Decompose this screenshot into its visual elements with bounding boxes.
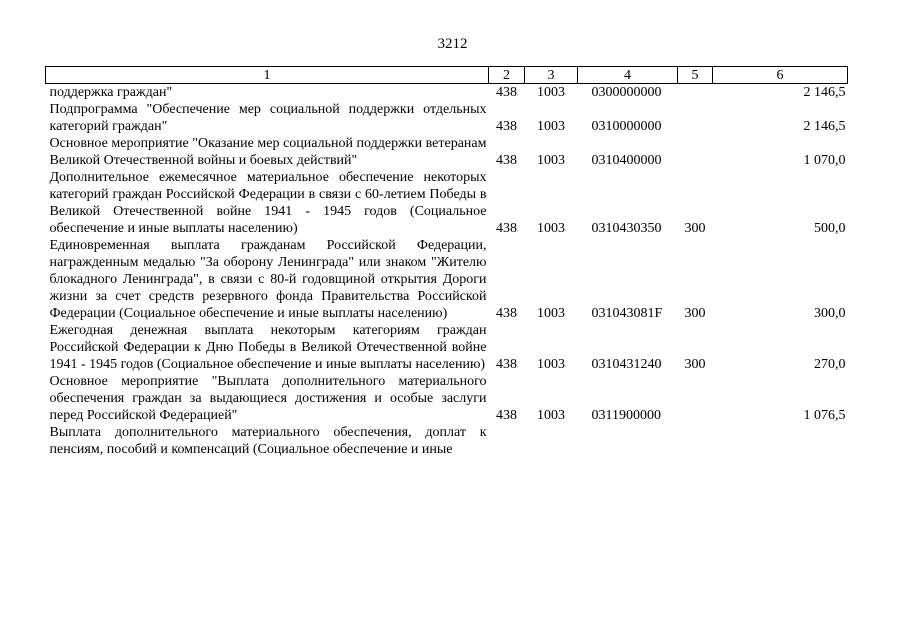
row-description: Выплата дополнительного материального обеспечения, доплат к пенсиям, пособий и компенсаций (Социальное обеспечение и иные — [49, 425, 487, 457]
row-amount — [713, 424, 848, 458]
row-code-3: 1003 — [537, 306, 565, 321]
table-row — [46, 101, 848, 135]
row-code-3: 1003 — [537, 119, 565, 134]
row-code-4 — [578, 424, 678, 458]
row-code-4: 0311900000 — [591, 408, 661, 423]
row-code-5 — [678, 84, 713, 102]
row-description: поддержка граждан" — [49, 85, 173, 100]
row-code-5 — [678, 424, 713, 458]
row-code-3: 1003 — [537, 221, 565, 236]
row-code-2: 438 — [496, 357, 517, 372]
column-header-1: 1 — [46, 67, 489, 84]
row-code-4: 031043081F — [591, 306, 663, 321]
row-code-3: 1003 — [537, 357, 565, 372]
table-row — [46, 373, 848, 424]
row-description: Дополнительное ежемесячное материальное обеспечение некоторых категорий граждан Российской Федерации в связи с 60-летием Победы в Великой Отечественной войне 1941 - 1945 годов (Социальное обеспечение и иные выплаты населению) — [49, 170, 487, 236]
row-amount: 2 146,5 — [803, 119, 846, 134]
column-header-5: 5 — [678, 67, 713, 84]
row-description: Подпрограмма "Обеспечение мер социальной поддержки отдельных категорий граждан" — [49, 102, 487, 134]
row-code-2: 438 — [496, 306, 517, 321]
table-body — [46, 84, 848, 459]
row-code-2: 438 — [496, 153, 517, 168]
row-code-2: 438 — [496, 119, 517, 134]
row-description: Ежегодная денежная выплата некоторым категориям граждан Российской Федерации к Дню Победы в Великой Отечественной войне 1941 - 1945 годов (Социальное обеспечение и иные выплаты населению) — [49, 323, 487, 372]
row-description: Основное мероприятие "Выплата дополнительного материального обеспечения граждан за выдающиеся достижения и особые заслуги перед Российской Федерацией" — [49, 374, 487, 423]
row-code-4: 0310400000 — [591, 153, 662, 168]
table-header — [46, 67, 848, 84]
row-code-5: 300 — [684, 357, 706, 372]
table-row — [46, 135, 848, 169]
budget-table — [45, 66, 848, 458]
row-code-2: 438 — [496, 221, 517, 236]
row-amount: 1 076,5 — [803, 408, 846, 423]
row-code-4: 0300000000 — [591, 85, 662, 100]
row-code-2: 438 — [496, 85, 517, 100]
row-code-4: 0310430350 — [591, 221, 662, 236]
table-row — [46, 424, 848, 458]
row-code-3 — [525, 424, 578, 458]
table-row — [46, 169, 848, 237]
column-header-6: 6 — [713, 67, 848, 84]
row-amount: 270,0 — [814, 357, 846, 372]
row-description: Единовременная выплата гражданам Российской Федерации, награжденным медалью "За оборону Ленинграда" или знаком "Жителю блокадного Ленинграда", в связи с 80-й годовщиной открытия Дороги жизни за счет средств резервного фонда Правительства Российской Федерации (Социальное обеспечение и иные выплаты населению) — [49, 238, 487, 321]
row-code-5: 300 — [684, 221, 706, 236]
column-header-3: 3 — [525, 67, 578, 84]
row-amount: 2 146,5 — [803, 85, 846, 100]
row-code-4: 0310431240 — [591, 357, 662, 372]
row-code-2: 438 — [496, 408, 517, 423]
column-header-2: 2 — [489, 67, 525, 84]
table-row — [46, 84, 848, 102]
row-description: Основное мероприятие "Оказание мер социальной поддержки ветеранам Великой Отечественной войны и боевых действий" — [49, 136, 487, 168]
row-code-3: 1003 — [537, 85, 565, 100]
row-code-5: 300 — [684, 306, 706, 321]
table-row — [46, 322, 848, 373]
row-code-5 — [678, 373, 713, 424]
row-code-3: 1003 — [537, 408, 565, 423]
table-row — [46, 237, 848, 322]
row-code-5 — [678, 135, 713, 169]
row-amount: 300,0 — [814, 306, 846, 321]
row-amount: 500,0 — [814, 221, 846, 236]
row-code-4: 0310000000 — [591, 119, 662, 134]
row-code-3: 1003 — [537, 153, 565, 168]
row-code-5 — [678, 101, 713, 135]
row-code-2 — [489, 424, 525, 458]
column-header-4: 4 — [578, 67, 678, 84]
header-row — [46, 67, 848, 84]
row-amount: 1 070,0 — [803, 153, 846, 168]
page-number: 3212 — [437, 36, 468, 52]
